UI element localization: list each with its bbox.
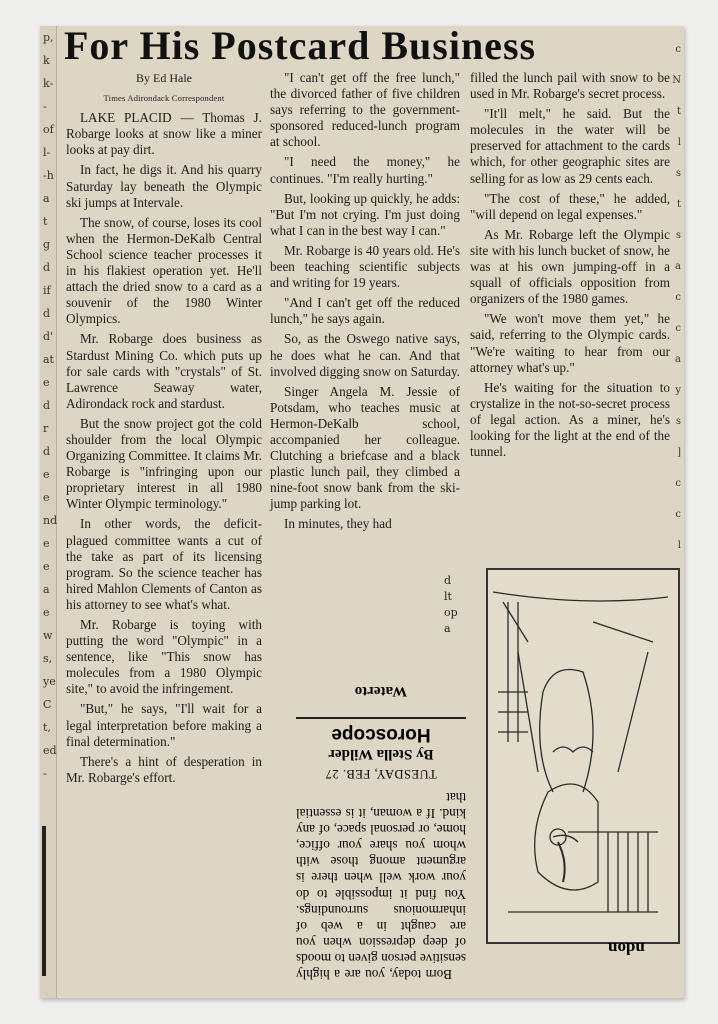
left-edge-text-fragment: -h xyxy=(43,169,54,182)
paragraph: He's waiting for the situation to crystalize in the not-so-secret process of legal action. As a miner, he's looking for the light at the end of the tunnel. xyxy=(470,379,670,460)
paragraph: Mr. Robarge does business as Stardust Mining Co. which puts up for sale cards with "crystals" of St. Lawrence Seaway water, Adirondack rock and stardust. xyxy=(66,331,262,411)
left-edge-text-fragment: p, xyxy=(43,31,54,44)
right-edge-text-fragment: ] xyxy=(677,447,681,458)
paragraph: In minutes, they had xyxy=(284,516,392,532)
newspaper-clipping xyxy=(40,26,684,998)
left-edge-text-fragment: k xyxy=(43,54,50,67)
byline: By Ed Hale xyxy=(136,71,192,85)
horoscope-title: Horoscope xyxy=(331,723,431,745)
article-column-3 xyxy=(470,70,670,464)
paragraph: In other words, the deficit-plagued committee wants a cut of the take as part of its licensing program. So the science teacher has hired Mahlon Clements of Canton as his attorney to see what's what. xyxy=(66,516,262,612)
left-edge-text-fragment: d xyxy=(43,399,51,412)
left-edge-text-fragment: d xyxy=(43,445,51,458)
right-edge-text-fragment: s xyxy=(675,168,681,179)
paragraph: LAKE PLACID — Thomas J. Robarge looks at snow like a miner looks at pay dirt. xyxy=(66,110,262,158)
right-edge-text-fragment: s xyxy=(675,416,681,427)
horoscope-byline: By Stella Wilder xyxy=(328,745,434,762)
left-edge-text-fragment: r xyxy=(43,422,49,435)
left-edge-text-fragment: - xyxy=(43,767,47,780)
left-adjacent-column-fragment xyxy=(40,26,57,998)
left-edge-text-fragment: e xyxy=(43,491,50,504)
left-edge-text-fragment: w xyxy=(43,629,53,642)
mid-edge-text-fragment: d xyxy=(444,574,452,587)
left-edge-text-fragment: k- xyxy=(43,77,54,90)
cartoon-illustration xyxy=(486,568,680,944)
headline: For His Postcard Business xyxy=(64,26,537,64)
paragraph: As Mr. Robarge left the Olympic site with his lunch bucket of snow, he was at his own jumping-off in a squall of officials opposition from organizers of the 1980 games. xyxy=(470,226,670,307)
paragraph: "It'll melt," he said. But the molecules in the water will be preserved for attachment to the cards which, for other geographic sites are selling for as low as 29 cents each. xyxy=(470,106,670,186)
right-edge-text-fragment: c xyxy=(675,509,681,520)
paragraph: "I can't get off the free lunch," the divorced father of five children says referring to the government-sponsored reduced-lunch program at school. xyxy=(270,70,460,150)
paragraph: But, looking up quickly, he adds: "But I'm not crying. I'm just doing what I can in the best way I can." xyxy=(270,190,460,238)
right-edge-text-fragment: c xyxy=(675,323,681,334)
right-edge-text-fragment: l xyxy=(677,540,681,551)
right-edge-text-fragment: c xyxy=(675,292,681,303)
paragraph: "I need the money," he continues. "I'm really hurting." xyxy=(270,154,460,186)
left-edge-text-fragment: e xyxy=(43,606,50,619)
left-edge-text-fragment: t xyxy=(43,215,48,228)
cartoon-caption-fragment: ndon xyxy=(608,939,645,958)
article-column-2 xyxy=(270,70,460,537)
right-edge-text-fragment: t xyxy=(676,106,681,117)
right-edge-text-fragment: y xyxy=(675,385,681,396)
horoscope-body: Born today, you are a highly sensitive person given to moods of deep depression when you are caught in a web of inharmonious surroundings. You find it impossible to do your work well when there is argument among those with whom you share your office, home, or personal space, of any kind. If a woman, it is essential that xyxy=(296,789,466,982)
right-edge-text-fragment: c xyxy=(675,478,681,489)
left-edge-text-fragment: - xyxy=(43,100,47,113)
left-edge-text-fragment: e xyxy=(43,537,50,550)
paragraph: "We won't move them yet," he said, referring to the Olympic cards. "We're waiting to hear from our attorney what's up." xyxy=(470,311,670,375)
paragraph: The snow, of course, loses its cool when the Hermon-DeKalb Central School science teacher processes it in his flakiest operation yet. He'll attach the dried snow to a card as a souvenir of the 1980 Winter Olympics. xyxy=(66,214,262,327)
left-edge-text-fragment: l- xyxy=(43,146,51,159)
horoscope-upside-down xyxy=(296,644,466,982)
byline-role: Times Adirondack Correspondent xyxy=(103,93,225,104)
paragraph: In fact, he digs it. And his quarry Saturday lay beneath the Olympic ski jumps at Intervale. xyxy=(66,162,262,210)
left-edge-text-fragment: g xyxy=(43,238,51,251)
mid-edge-text-fragment: op xyxy=(444,606,458,619)
article-column-1 xyxy=(66,70,262,790)
right-edge-text-fragment: a xyxy=(675,261,681,272)
paragraph: But the snow project got the cold shoulder from the local Olympic Organizing Committee. It claims Mr. Robarge is "infringing upon our proprietary interest in all 1980 Winter Olympic terminology." xyxy=(66,415,262,512)
horoscope-footer-fragment: Waterto xyxy=(354,682,408,699)
paragraph: "And I can't get off the reduced lunch," he says again. xyxy=(270,295,460,327)
left-edge-text-fragment: ed xyxy=(43,744,57,757)
left-edge-text-fragment: e xyxy=(43,376,50,389)
horoscope-rule xyxy=(296,717,466,719)
left-edge-text-fragment: d' xyxy=(43,330,54,343)
paragraph: Singer Angela M. Jessie of Potsdam, who teaches music at Hermon-DeKalb school, accompanied her colleague. Clutching a briefcase and a black plastic lunch pail, they climbed a nine-foot snow bank from the ski-jump parking lot. xyxy=(270,383,460,512)
paragraph: "The cost of these," he added, "will depend on legal expenses." xyxy=(470,190,670,222)
mid-edge-text-fragment: a xyxy=(444,622,451,635)
left-edge-text-fragment: a xyxy=(43,583,50,596)
right-adjacent-column-fragment xyxy=(670,26,684,586)
paragraph: There's a hint of desperation in Mr. Robarge's effort. xyxy=(66,753,262,785)
left-edge-text-fragment: t, xyxy=(43,721,51,734)
paragraph: Mr. Robarge is 40 years old. He's been teaching scientific subjects and writing for 19 years. xyxy=(270,242,460,291)
left-edge-text-fragment: ye xyxy=(43,675,56,688)
mid-edge-text-fragment: lt xyxy=(444,590,452,603)
left-edge-text-fragment: C xyxy=(43,698,52,711)
right-edge-text-fragment: s xyxy=(675,230,681,241)
paragraph: So, as the Oswego native says, he does what he can. And that involved digging snow on Saturday. xyxy=(270,331,460,379)
right-edge-text-fragment: c xyxy=(675,44,681,55)
left-edge-text-fragment: e xyxy=(43,468,50,481)
right-edge-text-fragment: a xyxy=(675,354,681,365)
left-edge-text-fragment: nd xyxy=(43,514,58,527)
right-edge-text-fragment: l xyxy=(677,137,681,148)
paragraph: "But," he says, "I'll wait for a legal interpretation before making a final determination." xyxy=(66,701,262,749)
paragraph: filled the lunch pail with snow to be used in Mr. Robarge's secret process. xyxy=(470,70,670,102)
paragraph: Mr. Robarge is toying with putting the word "Olympic" in a sentence, like "This snow has molecules from a 1980 Olympic site," to avoid the infringement. xyxy=(66,617,262,697)
left-edge-text-fragment: e xyxy=(43,560,50,573)
right-edge-text-fragment: t xyxy=(676,199,681,210)
right-edge-text-fragment: N xyxy=(672,75,681,86)
left-edge-text-fragment: a xyxy=(43,192,50,205)
left-edge-text-fragment: if xyxy=(43,284,51,297)
left-edge-dark-bar xyxy=(42,826,46,976)
left-edge-text-fragment: d xyxy=(43,307,51,320)
cartoon-drawing xyxy=(488,570,678,942)
left-edge-text-fragment: at xyxy=(43,353,54,366)
left-edge-text-fragment: d xyxy=(43,261,51,274)
horoscope-date: TUESDAY, FEB. 27 xyxy=(325,766,437,781)
left-edge-text-fragment: of xyxy=(43,123,54,136)
left-edge-text-fragment: s, xyxy=(43,652,53,665)
